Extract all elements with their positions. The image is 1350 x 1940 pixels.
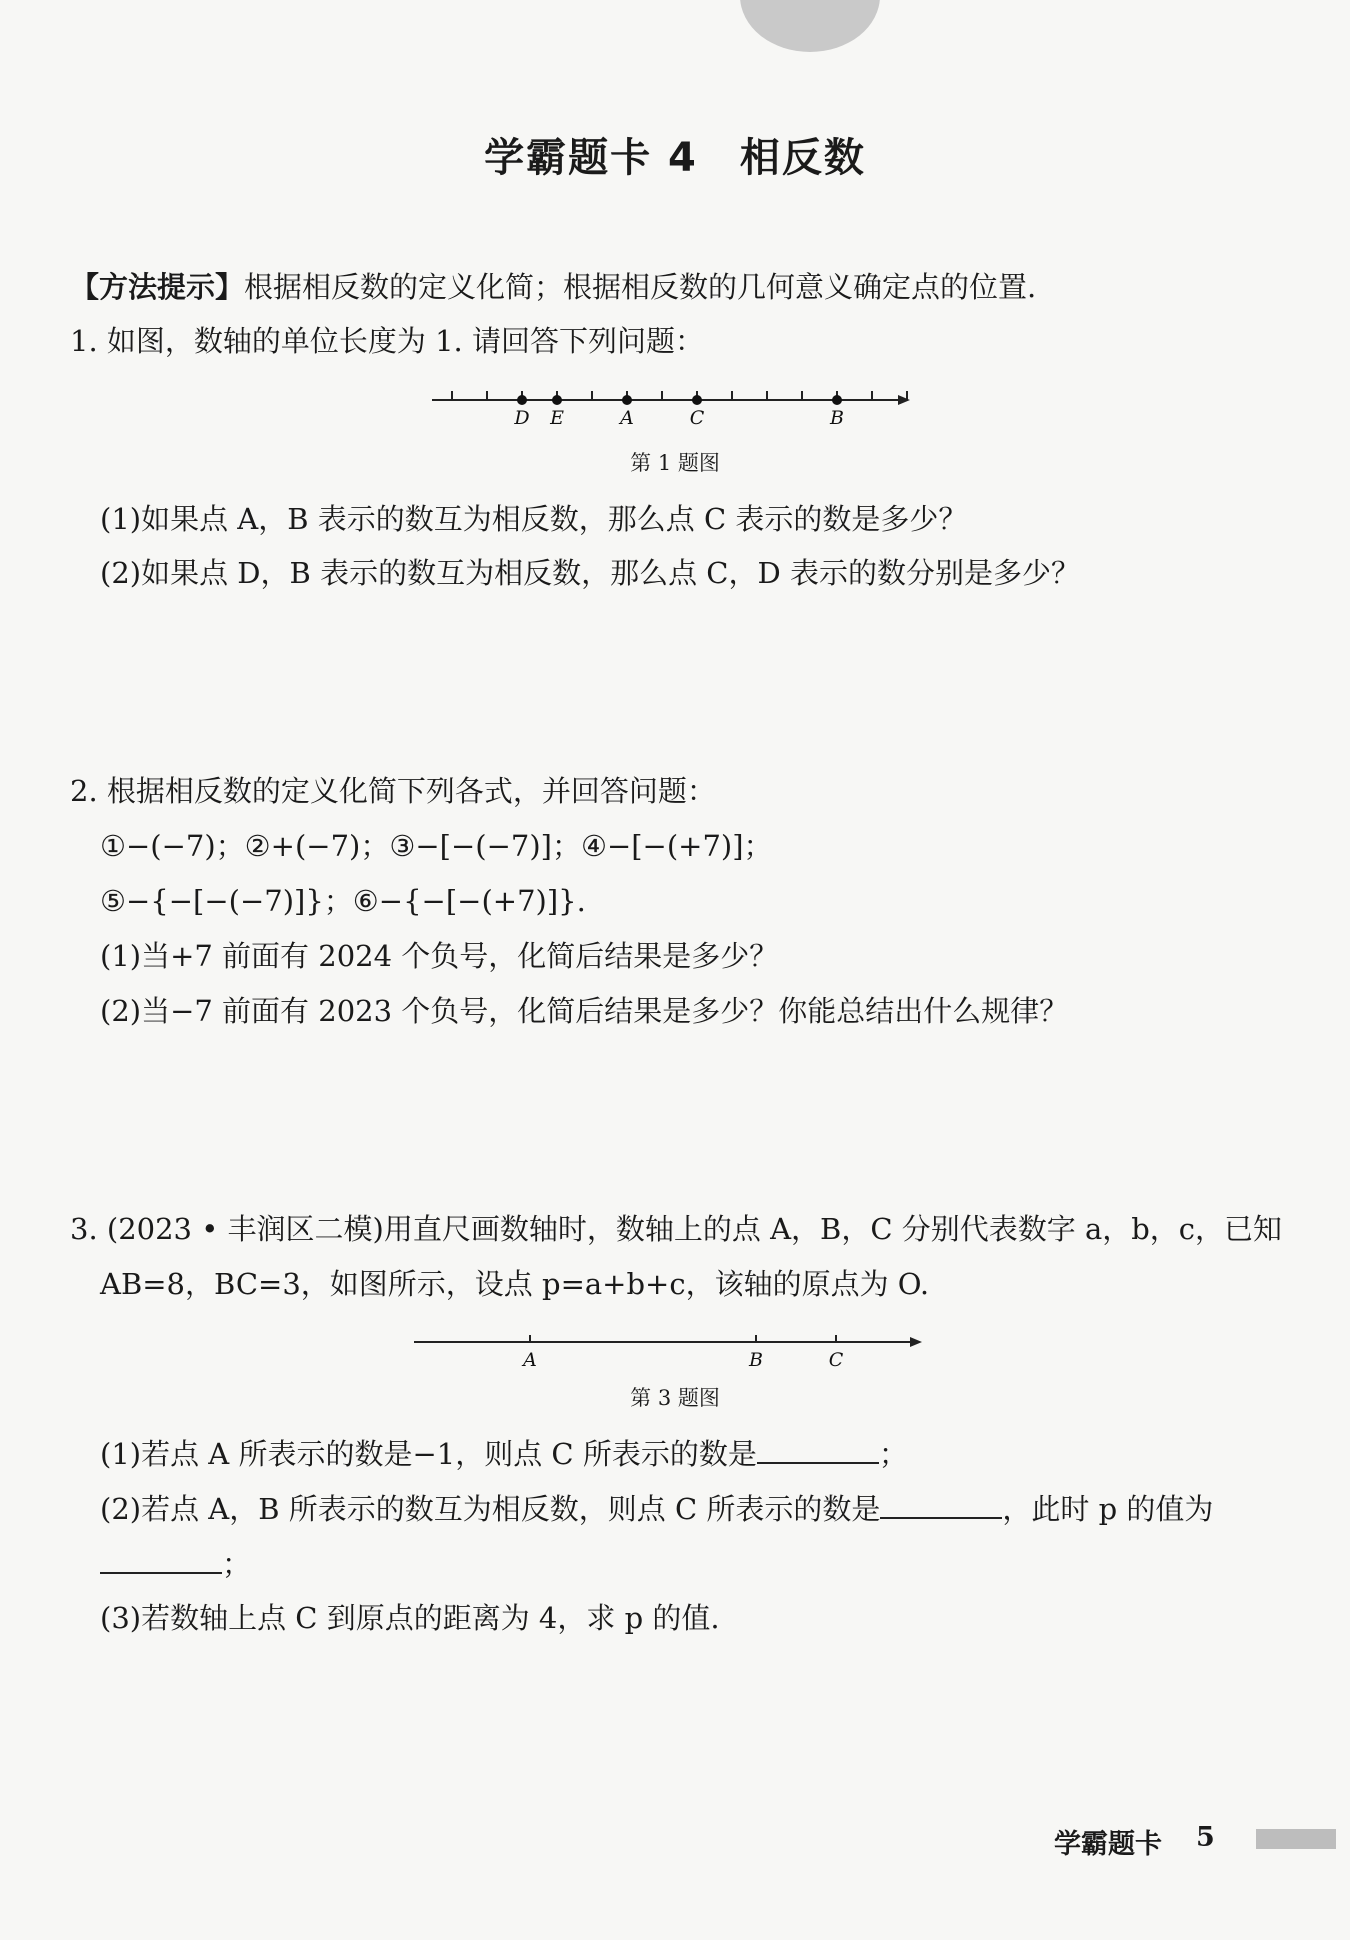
q1-figure-caption: 第 1 题图 (630, 451, 720, 475)
q3-part-2-blank-c[interactable] (880, 1491, 1002, 1519)
q3-stem-2: AB=8，BC=3，如图所示，设点 p=a+b+c，该轴的原点为 O. (100, 1267, 930, 1301)
q3-part-2-continued (100, 1546, 251, 1582)
q3-part-2-blank-p[interactable] (100, 1546, 222, 1574)
q1-point-B (832, 395, 842, 405)
q1-point-A (622, 395, 632, 405)
q2-part-2: (2)当−7 前面有 2023 个负号，化简后结果是多少？你能总结出什么规律？ (100, 994, 1069, 1028)
footer-bar (1256, 1829, 1336, 1849)
q3-figure-caption: 第 3 题图 (630, 1386, 720, 1410)
method-tip (70, 270, 1036, 305)
q1-point-label: C (689, 407, 705, 429)
q3-point-label: A (523, 1349, 537, 1371)
q1-point-C (692, 395, 702, 405)
q1-point-E (552, 395, 562, 405)
q3-part-2-end: ； (222, 1547, 252, 1581)
q2-part-1: (1)当+7 前面有 2024 个负号，化简后结果是多少？ (100, 939, 779, 973)
q3-part-1-blank[interactable] (757, 1436, 879, 1464)
q3-points (521, 1335, 844, 1371)
q1-point-label: B (830, 407, 844, 429)
q1-part-1: (1)如果点 A，B 表示的数互为相反数，那么点 C 表示的数是多少？ (100, 502, 968, 536)
q1-point-D (517, 395, 527, 405)
footer-label: 学霸题卡 (1054, 1829, 1162, 1860)
q3-number-line (410, 1320, 930, 1380)
q1-part-2: (2)如果点 D，B 表示的数互为相反数，那么点 C，D 表示的数分别是多少？ (100, 556, 1080, 590)
q3-part-3: (3)若数轴上点 C 到原点的距离为 4，求 p 的值. (100, 1601, 720, 1635)
q1-point-label: E (550, 407, 564, 429)
q3-part-1 (100, 1436, 908, 1472)
q3-part-1-end: ； (878, 1437, 908, 1471)
page-corner-mark (740, 0, 880, 52)
q3-axis-arrow (910, 1337, 922, 1347)
page-title: 学霸题卡 4 相反数 (484, 135, 866, 181)
q1-number-line (420, 380, 920, 436)
method-tip-label: 【方法提示】 (70, 270, 245, 304)
q2-expressions-2: ⑤−{−[−(−7)]}；⑥−{−[−(+7)]}. (100, 884, 586, 918)
q3-point-label: C (828, 1349, 844, 1371)
q3-part-2 (100, 1491, 1213, 1527)
q3-part-2-text: (2)若点 A，B 所表示的数互为相反数，则点 C 所表示的数是 (100, 1492, 881, 1526)
q1-stem: 1. 如图，数轴的单位长度为 1. 请回答下列问题： (70, 324, 704, 358)
q1-point-label: A (620, 407, 634, 429)
q3-part-2-mid: ，此时 p 的值为 (1002, 1492, 1214, 1526)
q1-axis-arrow (898, 395, 910, 405)
q3-part-1-text: (1)若点 A 所表示的数是−1，则点 C 所表示的数是 (100, 1437, 757, 1471)
q1-point-label: D (514, 407, 530, 429)
page-number: 5 (1196, 1822, 1215, 1853)
q2-stem: 2. 根据相反数的定义化简下列各式，并回答问题： (70, 774, 716, 808)
q2-expressions-1: ①−(−7)；②+(−7)；③−[−(−7)]；④−[−(+7)]； (100, 829, 773, 863)
q3-stem-1: 3. (2023 • 丰润区二模)用直尺画数轴时，数轴上的点 A，B，C 分别代表数字 a，b，c，已知 (70, 1212, 1283, 1246)
q3-point-label: B (749, 1349, 763, 1371)
method-tip-text: 根据相反数的定义化简；根据相反数的几何意义确定点的位置. (244, 270, 1037, 304)
